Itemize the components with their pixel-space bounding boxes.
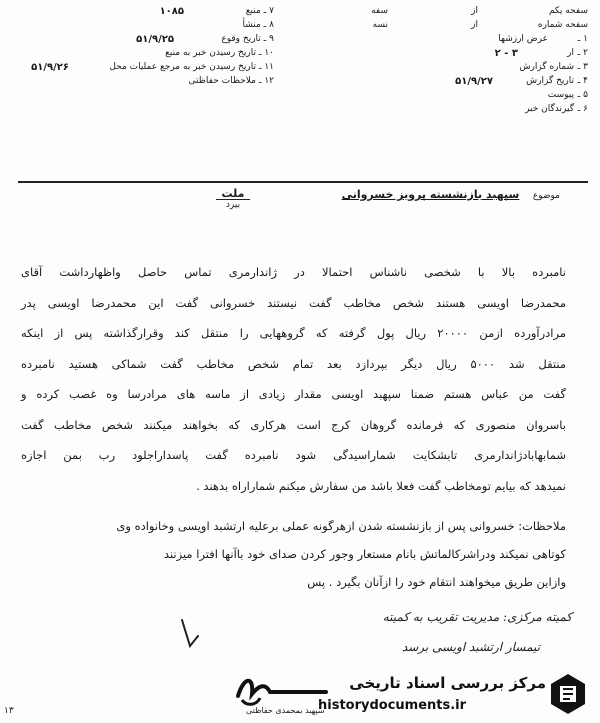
body-line: منتقل شد ۵۰۰۰ ریال دیگر بپردازد بعد تمام شخص مخاطب گفت شماکی هستید نامبرده <box>21 356 566 371</box>
header-num: ۵ ـ <box>577 90 588 100</box>
header-label: گیرندگان خبر <box>525 104 574 114</box>
check-mark-icon <box>178 616 204 650</box>
header-row <box>363 104 588 118</box>
header-num: ۶ ـ <box>577 104 588 114</box>
header-num: ۳ ـ <box>577 62 588 72</box>
watermark-title: مرکز بررسی اسناد تاریخی <box>349 674 546 692</box>
body-line: شمابهابادژاندارمری تابشکایت شماراسیدگی شود نامبرده گفت پاسداراجلود رب بمن اجازه <box>21 448 566 462</box>
archive-watermark <box>318 672 588 722</box>
body-line: محمدرضا اویسی هستند شخص مخاطب گفت نیستند خسروانی گفت این محمدرضا اویسی پدر <box>21 295 566 310</box>
header-row <box>363 6 588 20</box>
stamp-line: ملت <box>216 188 250 200</box>
body-line: نامبرده بالا با شخصی ناشناس احتمالا در ژاندارمری تماس حاصل واظهارداشت آقای <box>21 265 566 279</box>
header-label: از <box>471 20 478 30</box>
header-label: سفه <box>371 6 388 16</box>
remarks-line: کوتاهی نمیکند ودراشرکالماتش بانام مستعار وجور کردن صدای خود باآنها افترا میزنند <box>163 547 566 561</box>
header-label: سفحه شماره <box>537 20 588 30</box>
header-value: ۵۱/۹/۲۶ <box>31 62 69 73</box>
header-row <box>363 76 588 90</box>
header-right <box>363 6 588 118</box>
header-row <box>4 76 274 90</box>
header-row <box>4 34 274 48</box>
header-label: شماره گزارش <box>519 62 574 72</box>
header-label: ۷ ـ منبع <box>245 6 274 16</box>
header-num: ۱ ـ <box>577 34 588 44</box>
header-label: عرض ارزشها <box>498 34 548 44</box>
header-left <box>4 6 274 90</box>
header-label: ۱۲ ـ ملاحظات حفاظتی <box>188 76 274 86</box>
header-label: نسه <box>372 20 388 30</box>
watermark-url: historydocuments.ir <box>318 698 467 713</box>
page-number: ۱۳ <box>4 706 14 716</box>
signature-caption: سپهبد بمحمدی حفاظتی <box>246 706 325 715</box>
remarks-section <box>21 516 566 600</box>
body-line: باسروان منصوری که فرمانده گروهان کرج است هرکاری که بخواهند میکنند شخص مخاطب گفت <box>21 417 566 432</box>
subject-value: سپهبد بازنشسته پرویز خسروانی <box>341 188 520 201</box>
header-row <box>363 62 588 76</box>
header-num: ۲ ـ <box>577 48 588 58</box>
header-value: ۵۱/۹/۲۵ <box>136 34 174 45</box>
header-label: تاریخ گزارش <box>526 76 574 86</box>
header-label: ۱۰ ـ تاریخ رسیدن خبر به منبع <box>165 48 274 58</box>
subject-line <box>342 188 560 201</box>
handwritten-note: کمیته مرکزی: مدیریت تقریب به کمیته <box>382 610 572 624</box>
header-num: ۴ ـ <box>577 76 588 86</box>
header-row <box>363 48 588 62</box>
body-line: نمیدهد که بیایم تومخاطب گفت فعلا باشد من سفارش میکنم شماراراه بدهند . <box>196 478 566 493</box>
subject-label: موضوع <box>532 191 560 201</box>
header-label: پیوست <box>547 90 574 100</box>
header-row <box>363 34 588 48</box>
header-row <box>4 6 274 20</box>
handwritten-note: تیمسار ارتشبد اویسی برسد <box>401 640 540 654</box>
header-value: ۱۰۸۵ <box>159 6 184 17</box>
header-row <box>363 20 588 34</box>
header-row <box>4 62 274 76</box>
header-divider <box>18 181 588 183</box>
header-label: ۱۱ ـ تاریخ رسیدن خبر به مرجع عملیات محل <box>109 62 274 72</box>
header-row <box>363 90 588 104</box>
header-value: ۳ - ۲ <box>494 48 518 59</box>
header-label: ار <box>567 48 574 58</box>
header-row <box>4 48 274 62</box>
header-row <box>4 20 274 34</box>
header-label: سفحه یکم <box>548 6 588 16</box>
remarks-line: وازاین طریق میخواهند انتقام خود را ازآنان بگیرد . پس <box>307 575 566 589</box>
archive-logo-icon <box>548 672 588 716</box>
header-label: ۹ ـ تاریخ وقوع <box>221 34 274 44</box>
handwritten-stamp <box>216 188 250 211</box>
body-line: مرادرآورده ازمن ۲۰۰۰۰ ریال پول گرفته که گروههایی را منتقل کند وقرارگذاشته پس از اینکه <box>21 326 567 340</box>
header-label: از <box>471 6 478 16</box>
remarks-line: ملاحظات: خسروانی پس از بازنشسته شدن ازهرگونه عملی برعلیه ارتشبد اویسی وخانواده وی <box>116 519 566 533</box>
report-body <box>21 262 566 506</box>
header-label: ۸ ـ منشأ <box>242 20 274 30</box>
stamp-line: بیرد <box>225 200 241 210</box>
body-line: گفت من عباس هستم ضمنا سپهبد اویسی مقدار زیادی از ماسه های مرادرسا وه غصب کرده و <box>21 387 566 401</box>
header-value: ۵۱/۹/۲۷ <box>455 76 493 87</box>
